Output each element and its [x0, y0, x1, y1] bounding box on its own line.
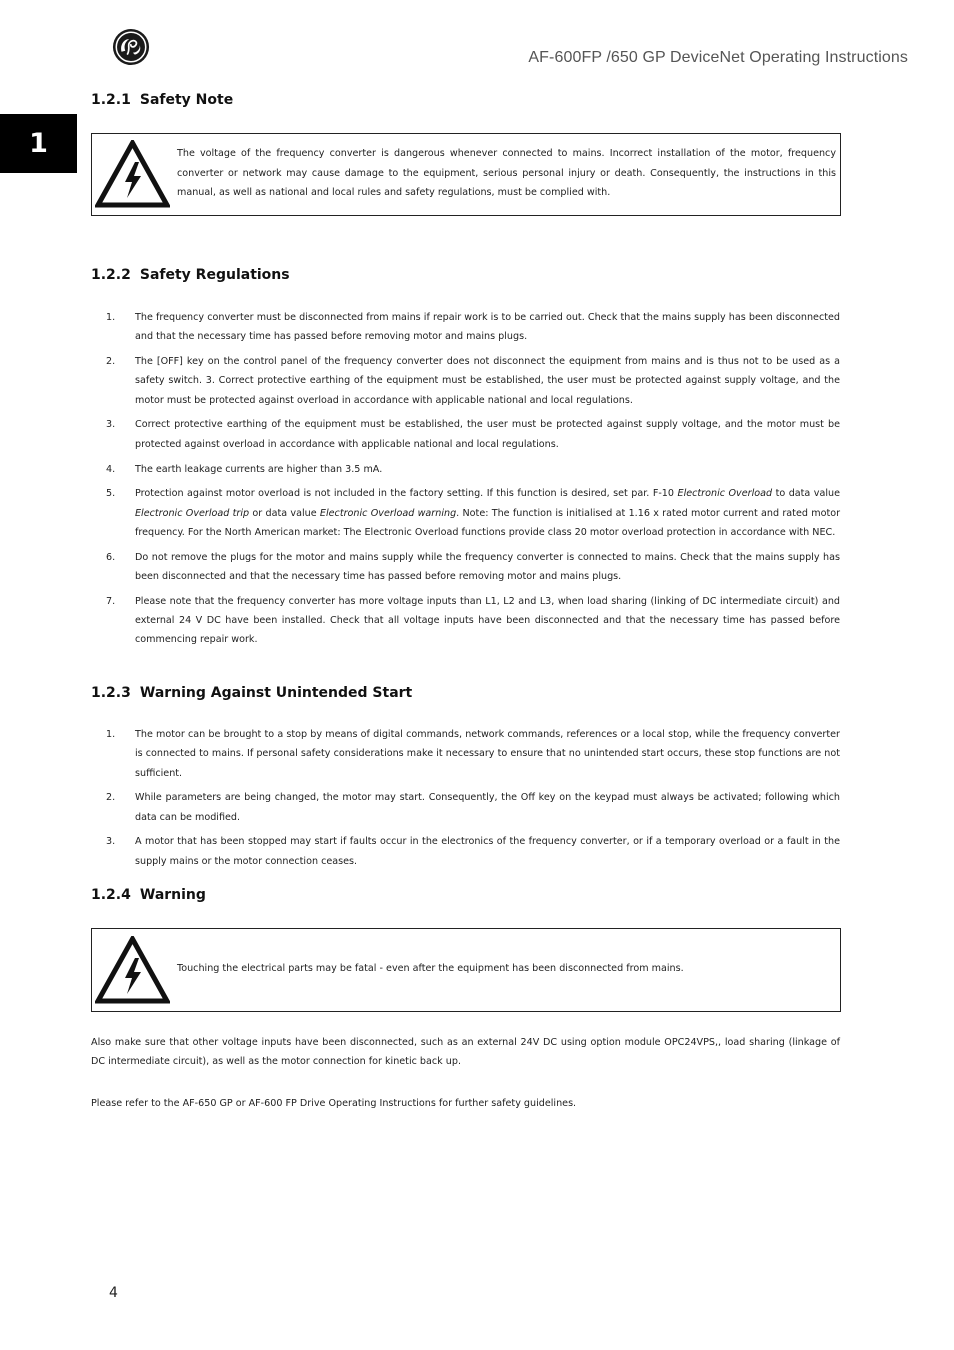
list-item: 1. The frequency converter must be disconnected from mains if repair work is to be carried out. Check that the mains supply has been disconnected and that the necessary time has passed before removing motor and mains plugs. [106, 312, 840, 343]
list-item: 2. The [OFF] key on the control panel of the frequency converter does not disconnect the equipment from mains and is thus not to be used as a safety switch. 3. Correct protective earthing of the equipment must be established, the user must be protected against supply voltage, and the motor must be protected against overload in accordance with applicable national and local regulations. [106, 356, 840, 406]
list-item: 2. While parameters are being changed, the motor may start. Consequently, the Off key on the keypad must always be activated; following which data can be modified. [106, 792, 840, 823]
warning-box [91, 928, 841, 1012]
list-item: 1. The motor can be brought to a stop by means of digital commands, network commands, references or a local stop, while the frequency converter is connected to mains. If personal safety considerations make it necessary to ensure that no unintended start occurs, these stop functions are not sufficient. [106, 729, 840, 779]
safety-regulations-list [91, 308, 840, 655]
unintended-start-list [91, 725, 840, 877]
list-item: 5. Protection against motor overload is not included in the factory setting. If this function is desired, set par. F-10 Electronic Overload to data value Electronic Overload trip or data value Electronic Overload warning. Note: The function is initialised at 1.16 x rated motor current and rated motor frequency. For the North American market: The Electronic Overload functions provide class 20 motor overload protection in accordance with NEC. [106, 488, 841, 538]
list-item: 6. Do not remove the plugs for the motor and mains supply while the frequency converter is connected to mains. Check that the mains supply has been disconnected and that the necessary time has passed before removing motor and mains plugs. [106, 551, 840, 583]
document-title: AF-600FP /650 GP DeviceNet Operating Instructions [528, 49, 908, 66]
section-heading-warning: 1.2.4 Warning [91, 887, 206, 903]
ge-logo-icon [112, 28, 150, 66]
warning-text: Touching the electrical parts may be fatal - even after the equipment has been disconnected from mains. [177, 963, 684, 974]
list-item: 3. Correct protective earthing of the equipment must be established, the user must be protected against supply voltage, and the motor must be protected against overload in accordance with applicable national and local regulations. [106, 419, 840, 450]
safety-note-text: The voltage of the frequency converter is dangerous whenever connected to mains. Incorrect installation of the motor, frequency converter or network may cause damage to the equipment, serious personal injury or death. Consequently, the instructions in this manual, as well as national and local rules and safety regulations, must be complied with. [177, 148, 836, 198]
high-voltage-warning-icon [95, 936, 170, 1004]
page-number: 4 [109, 1285, 118, 1301]
further-guidelines-paragraph: Please refer to the AF-650 GP or AF-600 FP Drive Operating Instructions for further safety guidelines. [91, 1098, 577, 1109]
section-heading-safety-regulations: 1.2.2 Safety Regulations [91, 267, 290, 283]
list-item: 7. Please note that the frequency converter has more voltage inputs than L1, L2 and L3, when load sharing (linking of DC intermediate circuit) and external 24 V DC have been installed. Check that all voltage inputs have been disconnected and that the necessary time has passed before commencing repair work. [106, 595, 840, 646]
section-heading-safety-note: 1.2.1 Safety Note [91, 92, 234, 108]
section-heading-unintended-start: 1.2.3 Warning Against Unintended Start [91, 685, 413, 701]
list-item: 3. A motor that has been stopped may start if faults occur in the electronics of the frequency converter, or if a temporary overload or a fault in the supply mains or the motor connection ceases. [106, 836, 840, 867]
voltage-inputs-paragraph: Also make sure that other voltage inputs have been disconnected, such as an external 24V DC using option module OPC24VPS,, load sharing (linkage of DC intermediate circuit), as well as the motor connection for kinetic back up. [91, 1037, 840, 1068]
list-item: 4. The earth leakage currents are higher than 3.5 mA. [106, 463, 383, 475]
safety-note-box [91, 133, 841, 216]
chapter-tab: 1 [0, 114, 77, 173]
high-voltage-warning-icon [95, 140, 170, 208]
